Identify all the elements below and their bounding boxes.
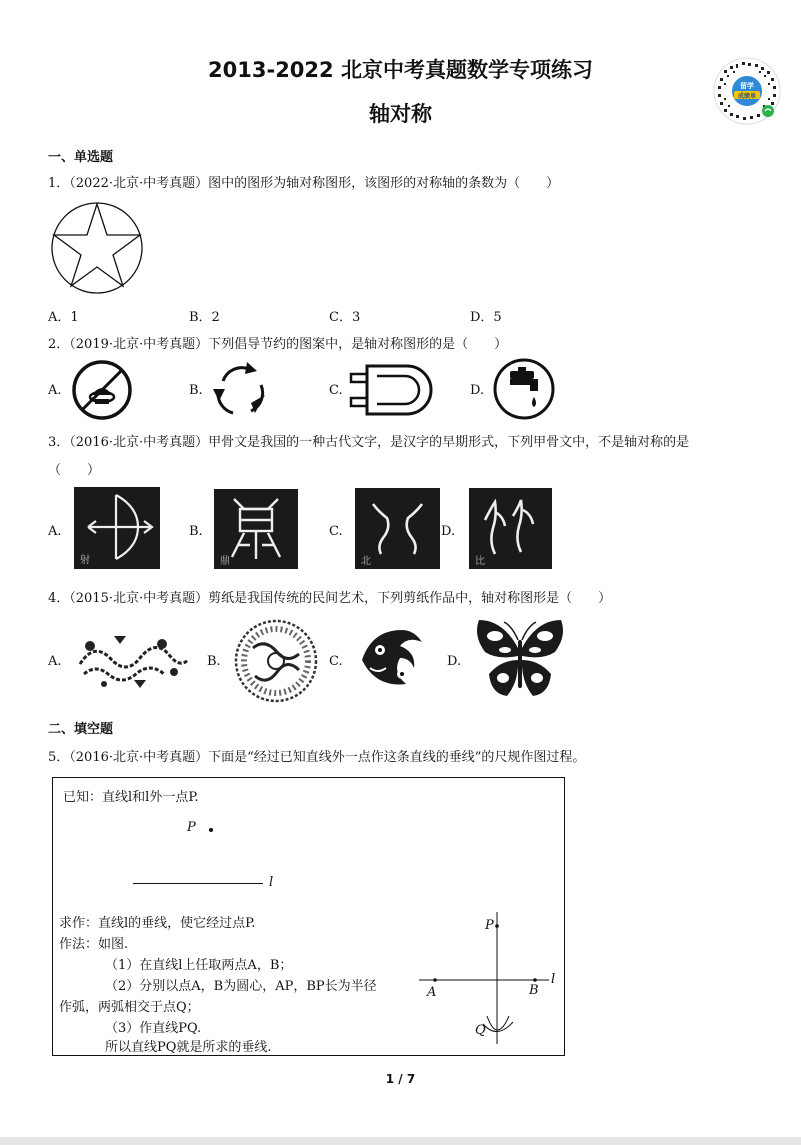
paper-cut-butterfly xyxy=(473,616,567,700)
qr-text-1: 留学 xyxy=(740,82,754,90)
line-l xyxy=(133,883,263,884)
paper-cut-round-fish xyxy=(231,618,321,704)
question-5-text: 5．（2016·北京·中考真题）下面是“经过已知直线外一点作这条直线的垂线”的尺规作图过程。 xyxy=(48,750,586,765)
q1-option-c[interactable]: C．3 xyxy=(329,310,361,325)
construction-box xyxy=(52,777,565,1056)
recycle-arrows-icon xyxy=(209,359,271,421)
paper-cut-twin-fish xyxy=(354,622,430,700)
q4-option-b[interactable]: B. xyxy=(207,654,221,669)
figure-label-b: B xyxy=(529,983,539,998)
q3-option-a[interactable]: A. xyxy=(48,524,62,539)
oracle-caption-d: 比 xyxy=(475,556,485,567)
box-step-2: （2）分别以点A，B为圆心，AP，BP长为半径 xyxy=(105,979,377,994)
box-p-label: P xyxy=(187,820,196,835)
q1-option-b[interactable]: B．2 xyxy=(189,310,220,325)
oracle-caption-c: 北 xyxy=(361,556,371,567)
q2-option-c[interactable]: C. xyxy=(329,383,343,398)
figure-label-a: A xyxy=(427,985,437,1000)
oracle-char-bei xyxy=(355,488,440,569)
star-in-circle-figure xyxy=(50,200,146,296)
q3-option-d[interactable]: D. xyxy=(441,524,456,539)
question-2-text: 2．（2019·北京·中考真题）下列倡导节约的图案中，是轴对称图形的是（ ） xyxy=(48,337,508,352)
paper-cut-dragon xyxy=(74,628,192,694)
qr-text-2: 成绩单 xyxy=(737,93,757,100)
oracle-char-ding xyxy=(214,489,298,569)
q4-option-d[interactable]: D. xyxy=(447,654,462,669)
no-food-waste-icon xyxy=(71,359,133,421)
question-1-text: 1．（2022·北京·中考真题）图中的图形为轴对称图形，该图形的对称轴的条数为（ ） xyxy=(48,176,560,191)
q2-option-d[interactable]: D. xyxy=(470,383,485,398)
oracle-caption-a: 射 xyxy=(80,555,90,566)
question-3-text: 3．（2016·北京·中考真题）甲骨文是我国的一种古代文字，是汉字的早期形式，下列甲骨文中，不是轴对称的是 xyxy=(48,435,690,450)
section-fill-in: 二、填空题 xyxy=(48,722,114,737)
figure-label-l: l xyxy=(551,972,556,987)
section-single-choice: 一、单选题 xyxy=(48,150,114,165)
oracle-caption-b: 鼎 xyxy=(220,556,230,567)
q4-option-c[interactable]: C. xyxy=(329,654,343,669)
save-water-tap-icon xyxy=(492,357,556,421)
box-step-2b: 作弧，两弧相交于点Q； xyxy=(59,1000,200,1015)
power-plug-icon xyxy=(347,362,437,418)
q2-option-b[interactable]: B. xyxy=(189,383,203,398)
oracle-char-bi xyxy=(469,488,552,569)
box-step-3: （3）作直线PQ. xyxy=(105,1021,202,1036)
q1-option-d[interactable]: D．5 xyxy=(470,310,502,325)
page-number: 1 / 7 xyxy=(385,1072,416,1086)
question-3-text-continued: （ ） xyxy=(48,463,101,478)
point-p-dot xyxy=(209,828,213,832)
oracle-char-she xyxy=(74,487,160,569)
page-title: 2013-2022 北京中考真题数学专项练习 xyxy=(208,58,593,82)
q4-option-a[interactable]: A. xyxy=(48,654,62,669)
box-step-1: （1）在直线l上任取两点A，B； xyxy=(105,958,293,973)
figure-label-p: P xyxy=(485,918,494,933)
q3-option-c[interactable]: C. xyxy=(329,524,343,539)
q3-option-b[interactable]: B. xyxy=(189,524,203,539)
qr-code-logo xyxy=(712,56,782,126)
q1-option-a[interactable]: A．1 xyxy=(48,310,79,325)
question-4-text: 4．（2015·北京·中考真题）剪纸是我国传统的民间艺术，下列剪纸作品中，轴对称图形是（ ） xyxy=(48,591,612,606)
figure-label-q: Q xyxy=(475,1023,486,1038)
box-known: 已知：直线l和l外一点P. xyxy=(63,790,199,805)
q2-option-a[interactable]: A. xyxy=(48,383,62,398)
box-conclusion: 所以直线PQ就是所求的垂线. xyxy=(105,1040,272,1055)
box-find: 求作：直线l的垂线，使它经过点P. xyxy=(59,916,256,931)
bottom-scroll-bar[interactable] xyxy=(0,1137,801,1145)
box-l-label: l xyxy=(269,875,274,890)
page-subtitle: 轴对称 xyxy=(369,102,432,126)
box-method: 作法：如图. xyxy=(59,937,129,952)
